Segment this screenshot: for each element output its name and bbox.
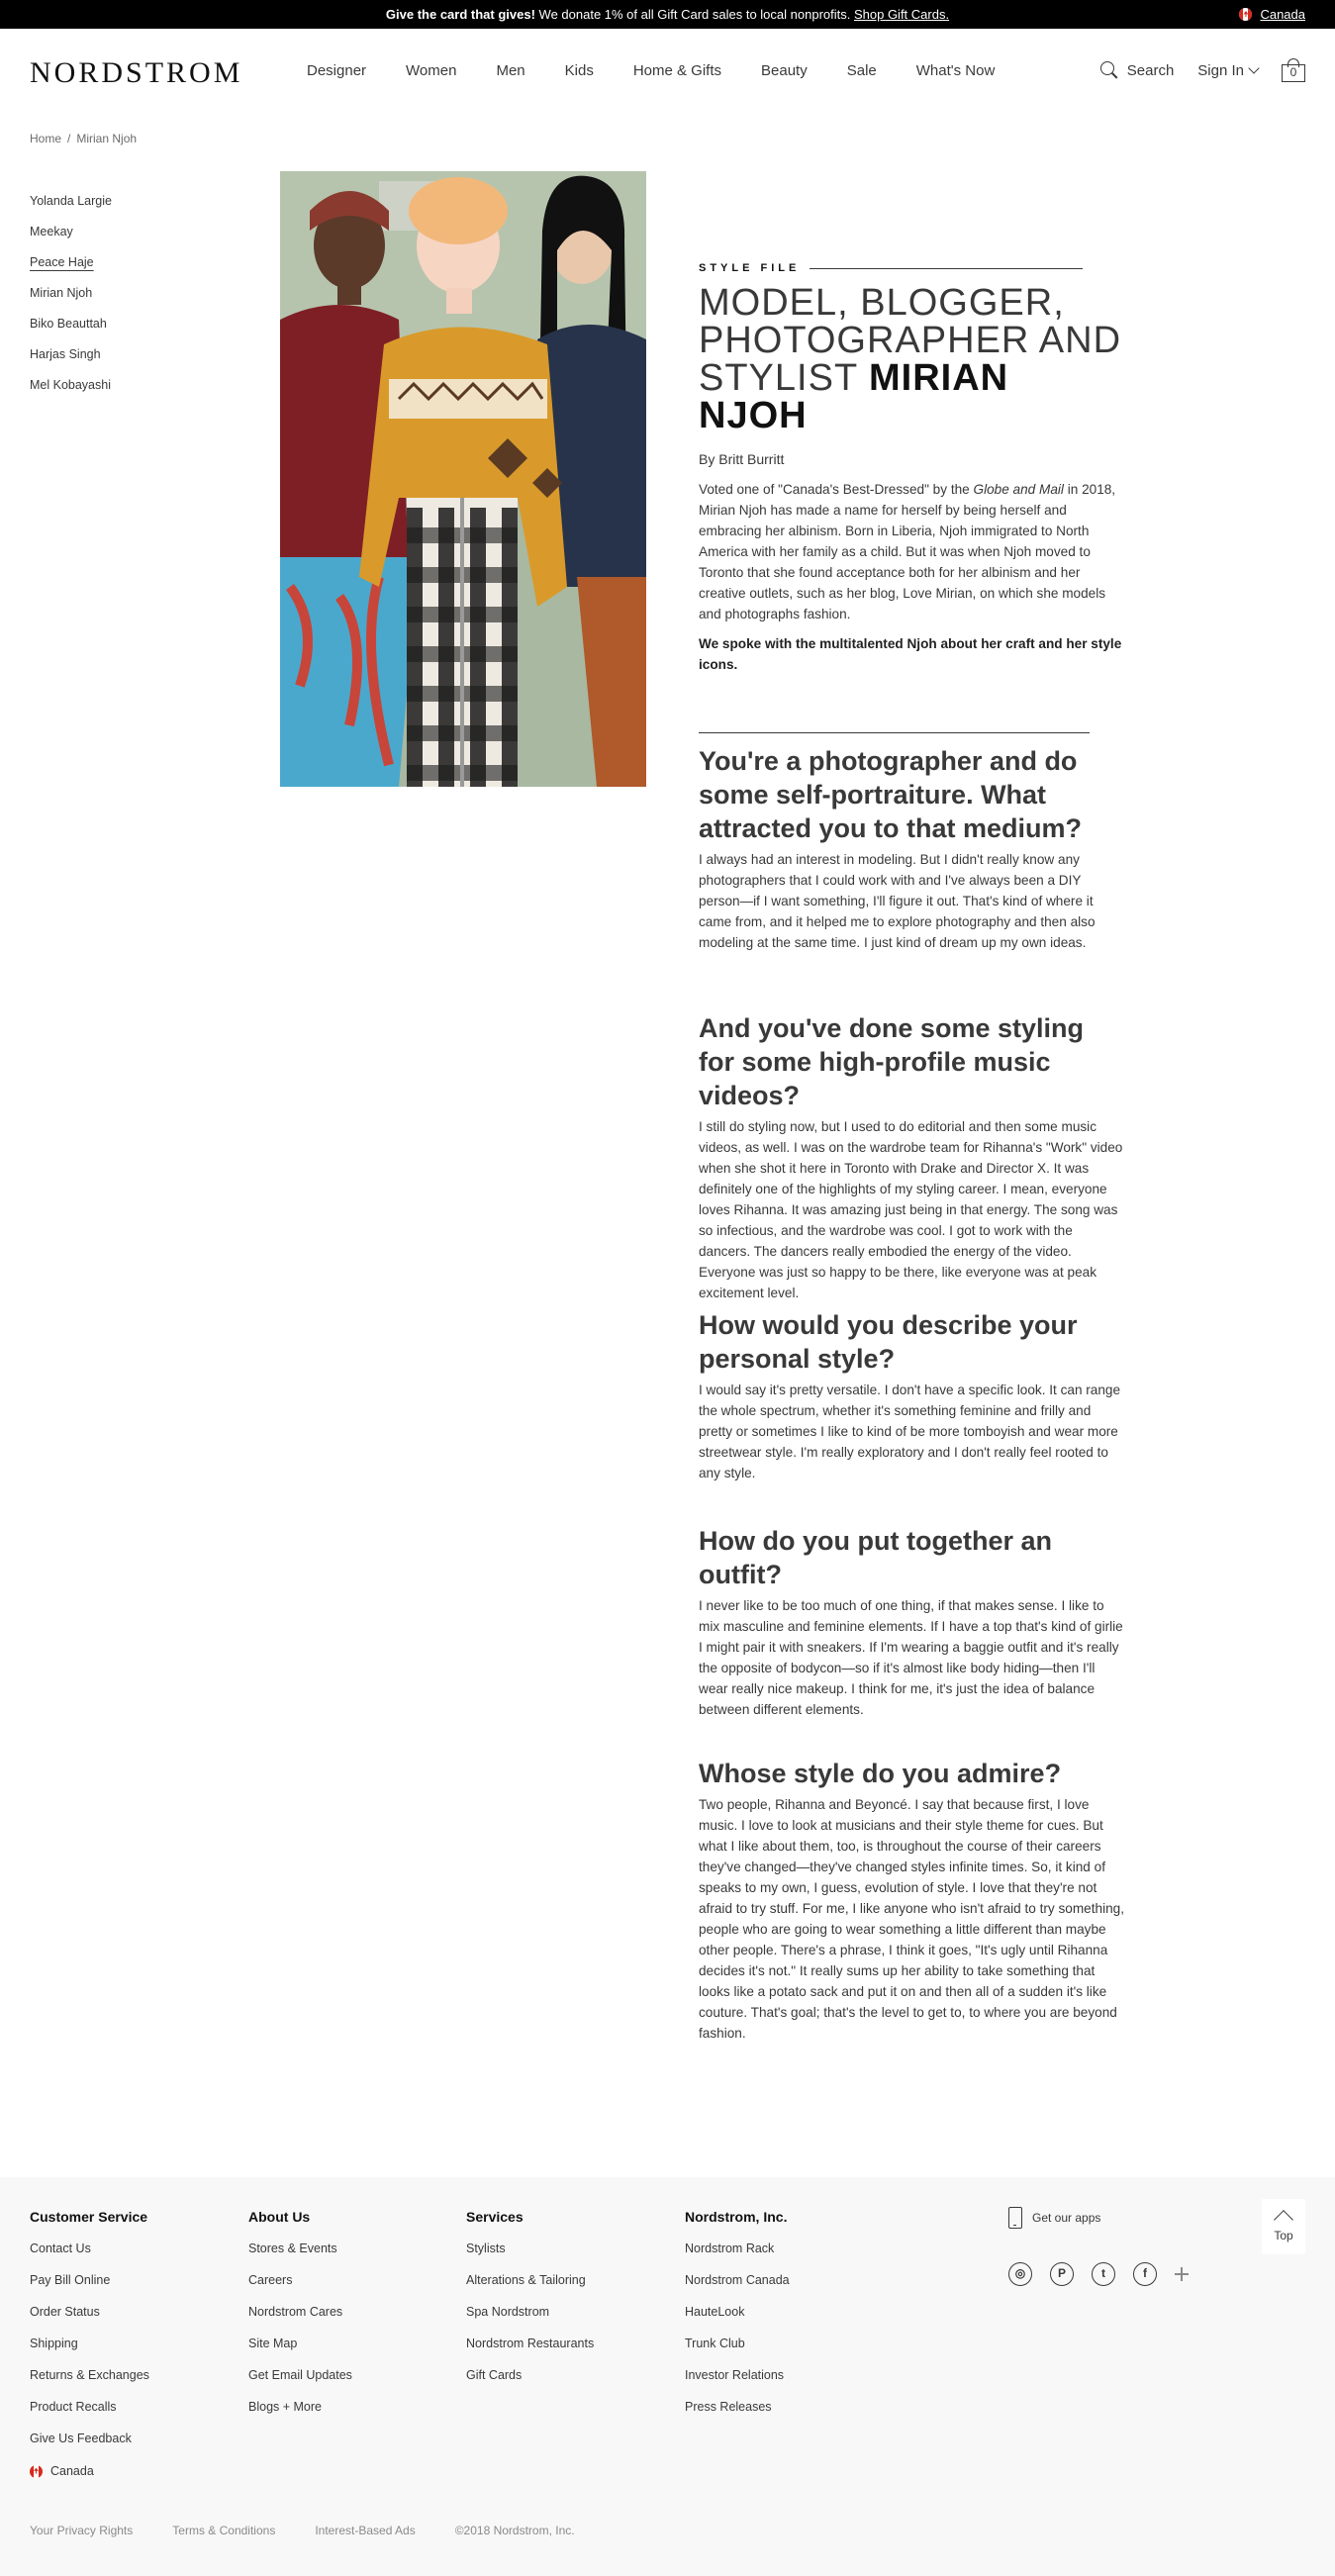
footer-col-about-us <box>248 2209 352 2432</box>
footer-link[interactable]: Get Email Updates <box>248 2368 352 2382</box>
footer-link[interactable]: Order Status <box>30 2305 100 2319</box>
breadcrumb-separator: / <box>67 132 71 145</box>
sidebar-item-meekay[interactable]: Meekay <box>30 225 73 239</box>
bag-count: 0 <box>1282 64 1305 82</box>
qa-block <box>699 1308 1124 1483</box>
sidebar-item-biko-beauttah[interactable]: Biko Beauttah <box>30 317 107 331</box>
nordstrom-logo[interactable]: NORDSTROM <box>30 56 243 89</box>
chevron-down-icon <box>1248 62 1259 73</box>
qa-answer: I still do styling now, but I used to do editorial and then some music videos, as well. I was on the wardrobe team for Rihanna's "Work" video when she shot it here in Toronto with Drake and Director X. It was definitely one of the highlights of my styling career. I mean, everyone loves Rihanna. It was amazing just being in that energy. The song was so infectious, and the wardrobe was cool. I got to work with the dancers. The dancers really embodied the energy of the video. Everyone was just so happy to be there, like everyone was at peak excitement level. <box>699 1119 1123 1300</box>
privacy-rights-link[interactable]: Your Privacy Rights <box>30 2524 134 2537</box>
hero-photo <box>280 171 646 787</box>
qa-block <box>699 1011 1124 1303</box>
breadcrumb-home[interactable]: Home <box>30 132 62 145</box>
footer-link[interactable]: HauteLook <box>685 2305 745 2319</box>
footer-link[interactable]: Nordstrom Cares <box>248 2305 343 2319</box>
footer-link[interactable]: Trunk Club <box>685 2337 745 2350</box>
shopping-bag-button[interactable] <box>1282 58 1305 82</box>
footer-link[interactable]: Give Us Feedback <box>30 2432 132 2445</box>
qa-block <box>699 1524 1124 1720</box>
qa-answer: Two people, Rihanna and Beyoncé. I say that because first, I love music. I love to look at musicians and their style theme for cues. But what I like about them, too, is throughout the course of their careers they've changed—they've changed styles infinite times. So, it kind of speaks to my own, I guess, evolution of style. I love that they're not afraid to try stuff. For me, I like anyone who isn't afraid to try something, people who are going to wear something a little different than maybe other people. There's a phrase, I think it goes, "It's ugly until Rihanna decides it's not." It really sums up her ability to take something that looks like a potato sack and put it on and then all of a sudden it's like couture. That's goal; that's the level to get to, to where you are beyond fashion. <box>699 1797 1124 2041</box>
nav-home-gifts[interactable]: Home & Gifts <box>632 62 722 79</box>
section-divider <box>699 732 1090 733</box>
qa-answer: I always had an interest in modeling. But I didn't really know any photographers that I could work with and I've always been a DIY person—if I want something, I'll figure it out. That's kind of where it came from, and it helped me to explore photography and then also modeling at the same time. I just kind of dream up my own ideas. <box>699 852 1096 950</box>
article-title <box>699 284 1124 434</box>
nav-kids[interactable]: Kids <box>564 62 594 79</box>
title-light: MODEL, BLOGGER, PHOTOGRAPHER AND STYLIST <box>699 282 1122 399</box>
footer-link[interactable]: Nordstrom Restaurants <box>466 2337 595 2350</box>
footer-link[interactable]: Blogs + More <box>248 2400 322 2414</box>
promo-message <box>0 0 1335 29</box>
social-links <box>1008 2262 1189 2286</box>
more-socials-plus-icon[interactable] <box>1175 2267 1189 2281</box>
main-nav <box>307 62 1034 79</box>
kicker-label: STYLE FILE <box>699 262 801 274</box>
intro-publication: Globe and Mail <box>973 482 1064 497</box>
footer-link[interactable]: Nordstrom Rack <box>685 2242 775 2255</box>
kicker-rule <box>810 268 1083 269</box>
qa-question: You're a photographer and do some self-portraiture. What attracted you to that medium? <box>699 746 1083 843</box>
footer-country-selector[interactable] <box>30 2463 149 2479</box>
footer-link[interactable]: Stylists <box>466 2242 506 2255</box>
country-label[interactable]: Canada <box>1260 7 1305 22</box>
footer-col-title: Customer Service <box>30 2209 148 2225</box>
footer-link[interactable]: Contact Us <box>30 2242 91 2255</box>
apps-label: Get our apps <box>1032 2211 1101 2225</box>
qa-answer: I would say it's pretty versatile. I don't have a specific look. It can range the whole spectrum, whether it's something feminine and frilly and pretty or sometimes I like to kind of be more tomboyish and wear more streetwear style. I'm really exploratory and I don't really feel rooted to any style. <box>699 1383 1121 1480</box>
footer-link[interactable]: Site Map <box>248 2337 298 2350</box>
byline: By Britt Burritt <box>699 451 785 467</box>
chevron-up-icon <box>1274 2210 1293 2230</box>
breadcrumb <box>30 132 137 145</box>
footer-link[interactable]: Stores & Events <box>248 2242 337 2255</box>
intro-part-b: in 2018, Mirian Njoh has made a name for herself by being herself and embracing her albinism. Born in Liberia, Njoh immigrated to North America with her family as a child. But it was when Njoh moved to Toronto that she found acceptance both for her albinism and her creative outlets, such as her blog, Love Mirian, on which she models and photographs fashion. <box>699 482 1116 621</box>
footer-link[interactable]: Spa Nordstrom <box>466 2305 550 2319</box>
footer-country-label: Canada <box>50 2464 94 2478</box>
footer-col-customer-service <box>30 2209 149 2495</box>
pinterest-icon[interactable]: P <box>1050 2262 1074 2286</box>
facebook-icon[interactable]: f <box>1133 2262 1157 2286</box>
interest-based-ads-link[interactable]: Interest-Based Ads <box>315 2524 416 2537</box>
sidebar-item-yolanda-largie[interactable]: Yolanda Largie <box>30 194 112 208</box>
nav-beauty[interactable]: Beauty <box>761 62 808 79</box>
promo-banner <box>0 0 1335 29</box>
sidebar-item-mirian-njoh[interactable]: Mirian Njoh <box>30 286 93 300</box>
qa-question: How would you describe your personal style? <box>699 1310 1078 1374</box>
nav-sale[interactable]: Sale <box>846 62 877 79</box>
footer-link[interactable]: Careers <box>248 2273 293 2287</box>
qa-question: Whose style do you admire? <box>699 1759 1062 1788</box>
copyright: ©2018 Nordstrom, Inc. <box>454 2524 575 2537</box>
footer-link[interactable]: Returns & Exchanges <box>30 2368 149 2382</box>
instagram-icon[interactable]: ◎ <box>1008 2262 1032 2286</box>
footer-col-title: About Us <box>248 2209 311 2225</box>
nav-women[interactable]: Women <box>406 62 457 79</box>
qa-block <box>699 744 1124 953</box>
article <box>699 262 1124 2041</box>
qa-question: And you've done some styling for some high-profile music videos? <box>699 1013 1084 1110</box>
qa-block <box>699 1757 1124 2044</box>
footer-link[interactable]: Nordstrom Canada <box>685 2273 790 2287</box>
sign-in-label: Sign In <box>1197 61 1244 79</box>
qa-answer: I never like to be too much of one thing, if that makes sense. I like to mix masculine and feminine elements. If I have a top that's kind of girlie I might pair it with sneakers. If I'm wearing a baggie outfit and it's really the opposite of bodycon—so if it's almost like body hiding—then I'll wear really nice makeup. I think for me, it's just the idea of balance between different elements. <box>699 1598 1123 1717</box>
site-footer <box>0 2177 1335 2576</box>
hero-photo-illustration <box>280 171 646 787</box>
promo-bold: Give the card that gives! <box>385 7 535 22</box>
search-button[interactable] <box>1099 60 1175 80</box>
nav-designer[interactable]: Designer <box>307 62 367 79</box>
sidebar-item-harjas-singh[interactable]: Harjas Singh <box>30 347 101 361</box>
breadcrumb-current: Mirian Njoh <box>76 132 138 145</box>
top-label: Top <box>1274 2229 1293 2242</box>
style-file-kicker <box>699 262 1124 274</box>
country-selector[interactable] <box>1239 0 1305 29</box>
footer-link[interactable]: Gift Cards <box>466 2368 523 2382</box>
footer-link[interactable]: Investor Relations <box>685 2368 785 2382</box>
footer-link[interactable]: Product Recalls <box>30 2400 117 2414</box>
footer-link[interactable]: Shipping <box>30 2337 78 2350</box>
header-actions <box>1099 58 1305 82</box>
footer-col-services <box>466 2209 594 2400</box>
search-label: Search <box>1126 61 1175 79</box>
canada-flag-icon <box>1239 8 1252 21</box>
shop-gift-cards-link[interactable]: Shop Gift Cards. <box>853 7 950 22</box>
title-bold: MIRIAN NJOH <box>699 357 1009 436</box>
footer-link[interactable]: Press Releases <box>685 2400 772 2414</box>
promo-text: We donate 1% of all Gift Card sales to local nonprofits. <box>534 7 854 22</box>
get-our-apps-link[interactable] <box>1008 2207 1100 2229</box>
nav-men[interactable]: Men <box>496 62 525 79</box>
canada-flag-icon <box>30 2465 43 2478</box>
site-header <box>0 29 1335 114</box>
legal-links <box>30 2524 575 2537</box>
twitter-icon[interactable]: t <box>1092 2262 1115 2286</box>
qa-question: How do you put together an outfit? <box>699 1526 1052 1589</box>
intro-bold: We spoke with the multitalented Njoh about her craft and her style icons. <box>699 636 1122 672</box>
footer-col-title: Nordstrom, Inc. <box>685 2209 788 2225</box>
back-to-top-button[interactable] <box>1262 2199 1305 2254</box>
style-file-sidebar <box>30 194 112 409</box>
terms-link[interactable]: Terms & Conditions <box>172 2524 276 2537</box>
footer-link[interactable]: Alterations & Tailoring <box>466 2273 586 2287</box>
intro-part-a: Voted one of "Canada's Best-Dressed" by the <box>699 482 974 497</box>
footer-col-nordstrom-inc <box>685 2209 790 2432</box>
nav-whats-now[interactable]: What's Now <box>915 62 996 79</box>
footer-link[interactable]: Pay Bill Online <box>30 2273 111 2287</box>
search-icon <box>1099 60 1119 80</box>
sidebar-item-peace-haje[interactable]: Peace Haje <box>30 255 94 269</box>
sidebar-item-mel-kobayashi[interactable]: Mel Kobayashi <box>30 378 111 392</box>
phone-icon <box>1008 2207 1022 2229</box>
footer-col-title: Services <box>466 2209 524 2225</box>
plaid-pants <box>407 498 518 787</box>
sign-in-button[interactable] <box>1197 62 1258 79</box>
intro-paragraph <box>699 479 1124 624</box>
